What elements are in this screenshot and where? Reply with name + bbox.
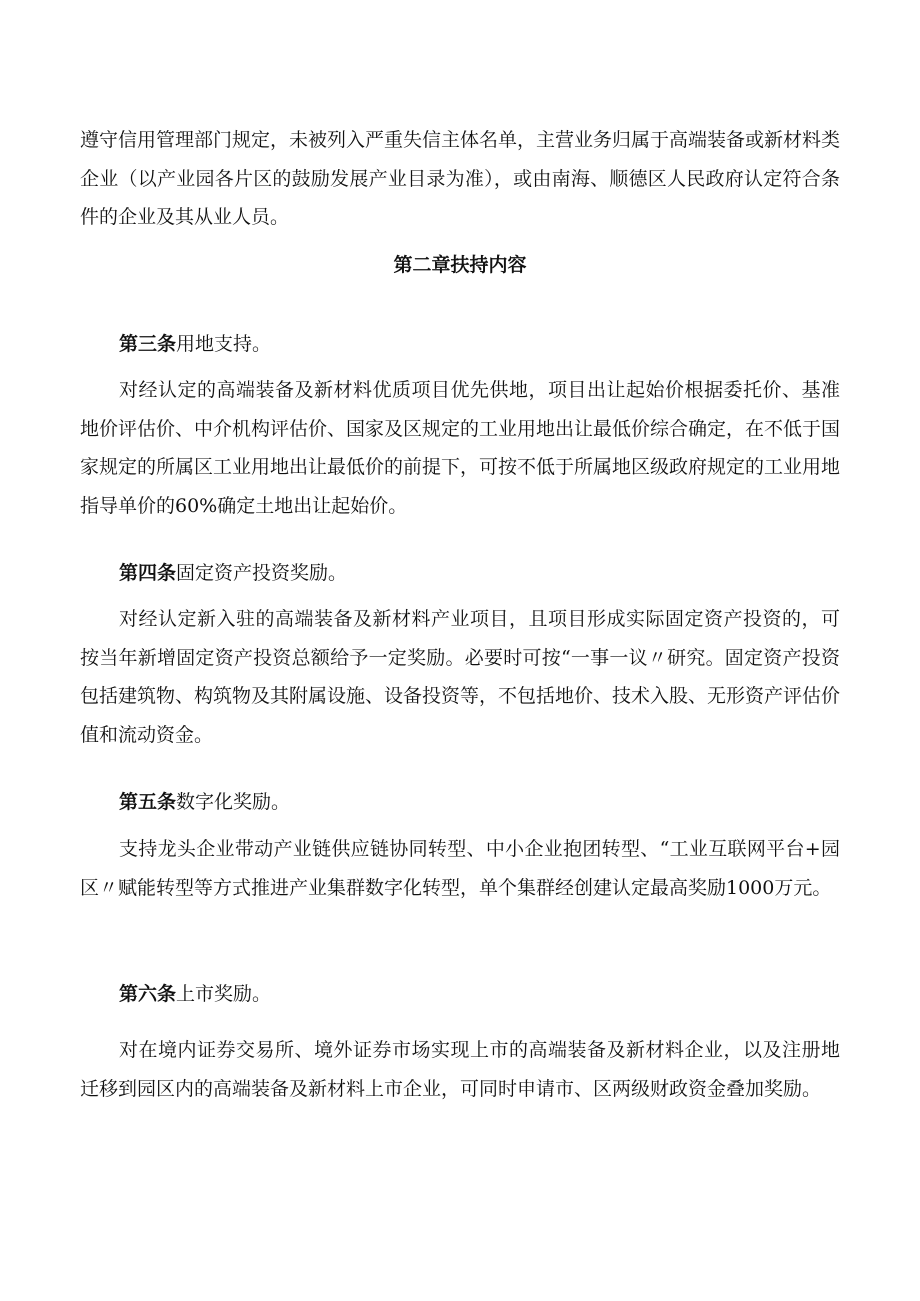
chapter-heading: 第二章扶持内容 <box>393 254 527 276</box>
article-4-title <box>119 554 347 592</box>
article-4-body: 对经认定新入驻的高端装备及新材料产业项目，且项目形成实际固定资产投资的，可按当年新增固定资产投资总额给予一定奖励。必要时可按“一事一议〃研究。固定资产投资包括建筑物、构筑物及其附属设施、设备投资等，不包括地价、技术入股、无形资产评估价值和流动资金。 <box>80 608 841 746</box>
article-5-title <box>119 783 290 821</box>
article-4-heading: 固定资产投资奖励。 <box>176 562 348 584</box>
article-6-heading: 上市奖励。 <box>176 983 272 1005</box>
article-3-number: 第三条 <box>119 333 177 355</box>
article-5-number: 第五条 <box>119 791 177 813</box>
article-4-number: 第四条 <box>119 562 177 584</box>
article-3-title <box>119 325 271 363</box>
article-5-body: 支持龙头企业带动产业链供应链协同转型、中小企业抱团转型、“工业互联网平台+园区〃赋能转型等方式推进产业集群数字化转型，单个集群经创建认定最高奖励1000万元。 <box>80 838 840 899</box>
article-6-body: 对在境内证券交易所、境外证券市场实现上市的高端装备及新材料企业，以及注册地迁移到园区内的高端装备及新材料上市企业，可同时申请市、区两级财政资金叠加奖励。 <box>80 1039 840 1100</box>
intro-paragraph: 遵守信用管理部门规定，未被列入严重失信主体名单，主营业务归属于高端装备或新材料类企业（以产业园各片区的鼓励发展产业目录为准），或由南海、顺德区人民政府认定符合条件的企业及其从业人员。 <box>80 129 841 228</box>
article-6-number: 第六条 <box>119 983 177 1005</box>
article-6-title <box>119 975 271 1013</box>
article-3-heading: 用地支持。 <box>176 333 272 355</box>
article-5-heading: 数字化奖励。 <box>176 791 291 813</box>
article-3-body: 对经认定的高端装备及新材料优质项目优先供地，项目出让起始价根据委托价、基准地价评估价、中介机构评估价、国家及区规定的工业用地出让最低价综合确定，在不低于国家规定的所属区工业用地出让最低价的前提下，可按不低于所属地区级政府规定的工业用地指导单价的60%确定土地出让起始价。 <box>80 379 841 517</box>
